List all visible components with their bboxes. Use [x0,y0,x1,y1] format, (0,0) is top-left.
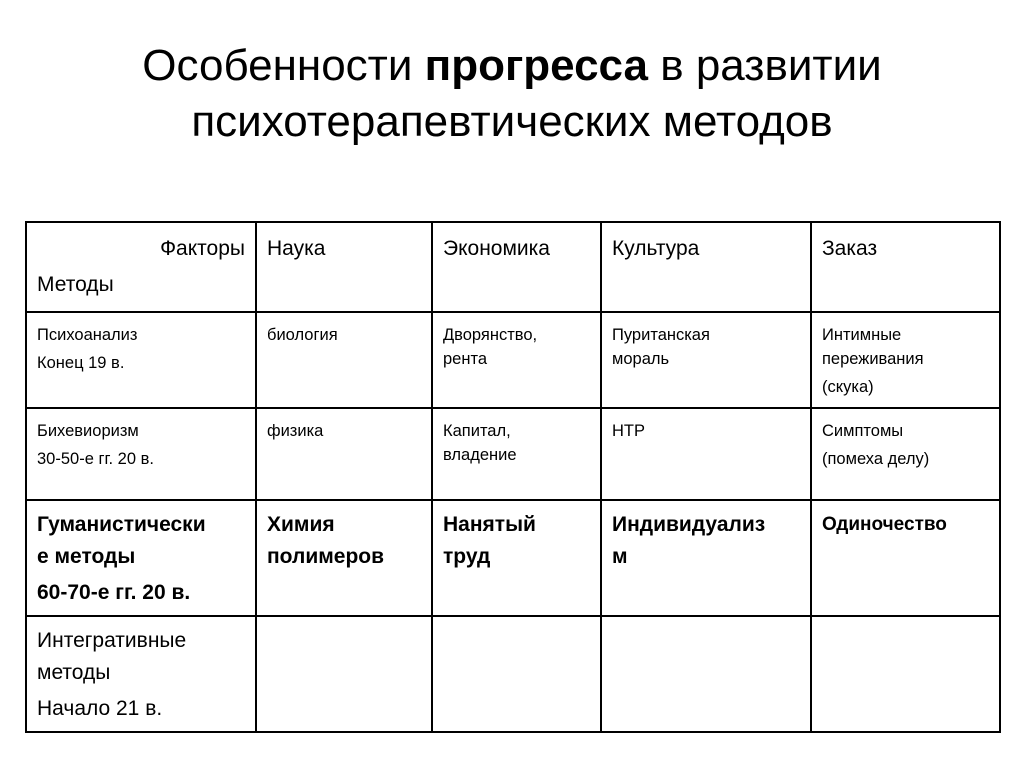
table-row [26,408,1000,500]
cell-line: Интимные [822,326,902,344]
table-row [26,500,1000,616]
table-cell [601,312,811,408]
table-cell [811,500,1000,616]
method-name: Гуманистически [37,513,206,536]
cell-line: Капитал, [443,422,511,440]
title-bold-word: прогресса [424,41,649,90]
table-cell [256,408,432,500]
title-part-1: Особенности [142,41,425,90]
table-cell [432,616,601,732]
method-name: Бихевиоризм [37,422,139,440]
method-name: Интегративные [37,629,187,652]
table-cell [811,408,1000,500]
column-header-economics: Экономика [432,222,601,312]
method-name-cont: методы [37,661,111,684]
method-cell [26,616,256,732]
factors-label: Факторы [160,237,245,260]
methods-table [25,221,1001,733]
table-cell [811,616,1000,732]
table-cell [601,500,811,616]
slide-title [0,38,1024,150]
table-cell [432,312,601,408]
method-cell [26,312,256,408]
method-period: Конец 19 в. [37,354,125,372]
table-cell [256,312,432,408]
table-cell [432,408,601,500]
method-cell [26,408,256,500]
cell-line: владение [443,446,517,464]
cell-line: Индивидуализ [612,513,766,536]
cell-line: мораль [612,350,670,368]
title-line-2: психотерапевтических методов [191,97,833,146]
cell-line: биология [267,326,338,344]
cell-line: м [612,545,628,568]
methods-label: Методы [37,273,114,296]
corner-cell [26,222,256,312]
method-cell [26,500,256,616]
cell-line: Нанятый [443,513,536,536]
cell-line: переживания [822,350,924,368]
title-line-1 [142,41,881,90]
cell-line: (помеха делу) [822,450,930,468]
table-cell [601,408,811,500]
table-cell [432,500,601,616]
table-cell [601,616,811,732]
cell-line: Симптомы [822,422,904,440]
table-cell [811,312,1000,408]
cell-line: физика [267,422,324,440]
cell-line: Пуританская [612,326,710,344]
cell-line: НТР [612,422,645,440]
cell-line: полимеров [267,545,385,568]
cell-line: Дворянство, [443,326,538,344]
column-header-culture: Культура [601,222,811,312]
column-header-science: Наука [256,222,432,312]
header-row [26,222,1000,312]
method-name-cont: е методы [37,545,136,568]
method-period: 30-50-е гг. 20 в. [37,450,154,468]
method-period: 60-70-е гг. 20 в. [37,581,191,604]
method-period: Начало 21 в. [37,697,163,720]
cell-line: (скука) [822,378,874,396]
table-row [26,616,1000,732]
table-cell [256,500,432,616]
cell-line: Одиночество [822,514,947,535]
table-row [26,312,1000,408]
title-part-2: в развитии [648,41,882,90]
cell-line: рента [443,350,488,368]
table-cell [256,616,432,732]
cell-line: Химия [267,513,335,536]
column-header-demand: Заказ [811,222,1000,312]
method-name: Психоанализ [37,326,138,344]
cell-line: труд [443,545,491,568]
